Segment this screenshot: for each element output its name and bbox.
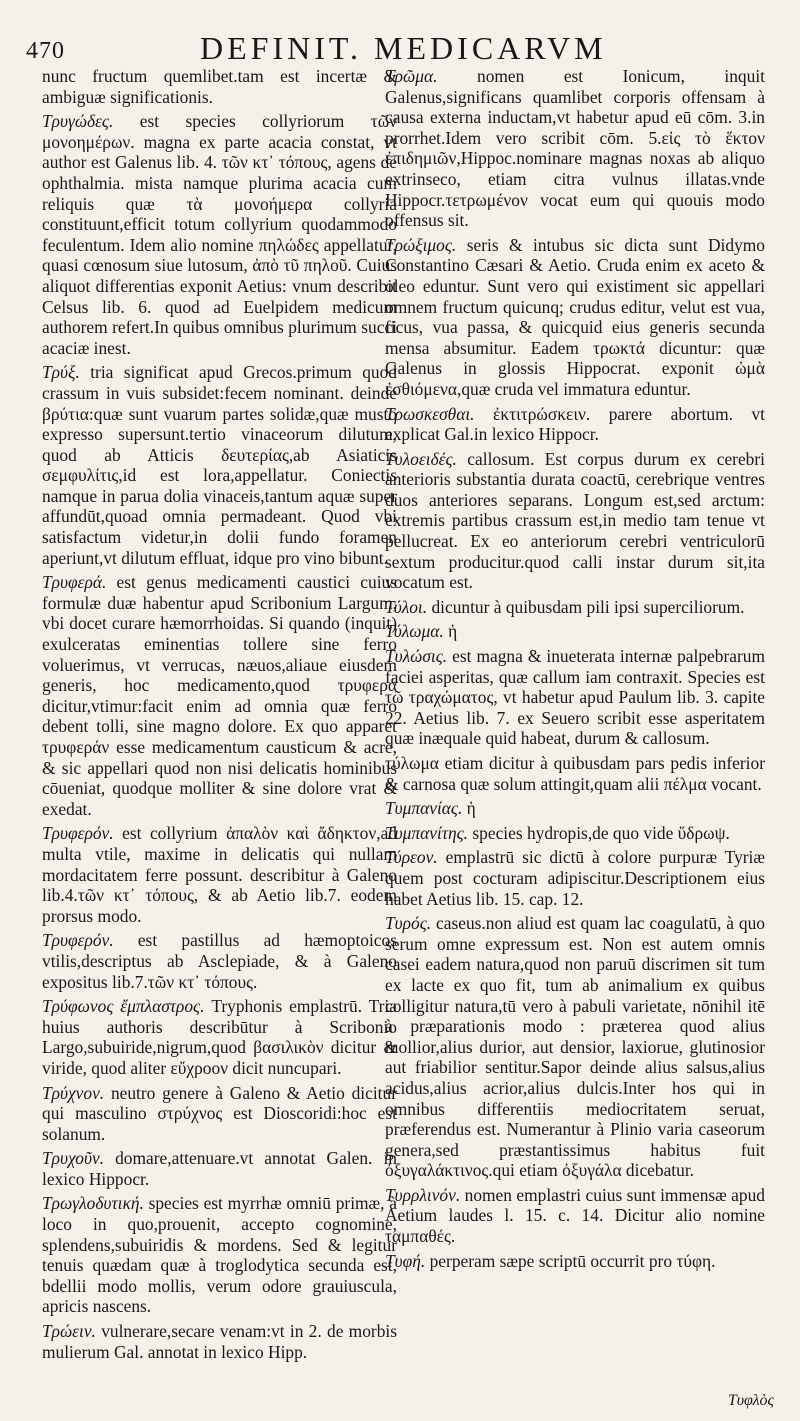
entry-text: Tryphonis emplastrū. Tria huius authoris describūtur à Scribonio Largo,subuiride,nigrum,quod βασιλικὸν dicitur & viride, quod aliter εὔχροον dicit nuncupari. — [42, 996, 397, 1078]
dictionary-entry — [42, 572, 397, 819]
dictionary-entry — [385, 847, 765, 909]
entry-lemma: Τρυφερόν. — [42, 823, 114, 844]
entry-lemma: Τρωγλοδυτική. — [42, 1193, 144, 1214]
entry-text: nunc fructum quemlibet.tam est incertæ & ambiguæ significationis. — [42, 66, 397, 107]
entry-text: dicuntur à quibusdam pili ipsi superciliorum. — [431, 596, 745, 617]
entry-lemma: Τυρός. — [385, 913, 432, 934]
entry-lemma: Τρύχνον. — [42, 1082, 105, 1103]
dictionary-entry — [42, 1321, 397, 1362]
entry-lemma: Τρυφερόν. — [42, 930, 114, 951]
entry-lemma: Τυμπανίας. — [385, 798, 463, 819]
dictionary-entry — [42, 66, 397, 107]
entry-lemma: Τρῶμα. — [385, 66, 438, 86]
entry-lemma: Τρυφερά. — [42, 572, 107, 593]
dictionary-entry — [385, 823, 765, 844]
page-number: 470 — [26, 38, 65, 64]
entry-text: ἡ — [448, 621, 458, 642]
dictionary-entry — [385, 913, 765, 1181]
entry-text: species est myrrhæ omniū primæ, à loco in quo,prouenit, accepto cognomine, splendens,subuiridis & mordens. Sed & legitur tenuis quædam quæ à troglodytica secunda est, bdellii modo mollis, verum odore grauiuscula, apricis nascens. — [42, 1193, 397, 1317]
entry-lemma: Τρύξ. — [42, 362, 80, 383]
dictionary-entry — [42, 1148, 397, 1189]
dictionary-entry — [385, 1251, 765, 1272]
entry-lemma: Τυρρλινόν. — [385, 1184, 461, 1205]
left-column — [42, 66, 397, 1366]
entry-lemma: Τύλωμα. — [385, 621, 444, 642]
entry-text: nomen est Ionicum, inquit Galenus,significans quamlibet corporis offensam à causa externa inductam,vt habetur apud eū cōm. 3.in prorrhet.Idem vero scribit cōm. 5.εἰς τὸ ἕκτον ἐπιδημιῶν,Hippoc.nominare magnas noxas ab aliquo extrinseco, etiam citra vulnus illatas.vnde Hippocr.τετρωμένον vocat eum qui quouis modo offensus sit. — [385, 66, 765, 231]
entry-text: caseus.non aliud est quam lac coagulatū, à quo serum omne expressum est. Non est autem omnis casei eadem natura,quod non paruū discrimen sit tum ex lacte ex quo fit, tum ab animalium ex quibus colligitur natura,tū vero à pabuli varietate, nōnihil itē à præparationis modo : præterea quod alius mollior,alius durior, aut densior, laxiorue, glutinosior aut friabilior sentitur.Sapor deinde alius salsus,alius acidus,alius acrior,alius dulcis.Inter hos qui in omnibus differentiis mediocritatem seruat, præferendus est. Numerantur à Plinio varia caseorum genera,sed præstantissimus habitus fuit ὀξυγαλάκτινος.qui etiam ὀξυγάλα dicebatur. — [385, 913, 765, 1181]
entry-text: ἐκτιτρώσκειν. parere abortum. vt explicat Gal.in lexico Hippocr. — [385, 403, 765, 445]
dictionary-entry — [385, 621, 765, 642]
dictionary-entry — [42, 930, 397, 992]
entry-lemma: Τύλοι. — [385, 596, 428, 617]
page-header — [0, 28, 800, 68]
entry-text: domare,attenuare.vt annotat Galen. in lexico Hippocr. — [42, 1148, 397, 1189]
dictionary-entry — [385, 597, 765, 618]
dictionary-entry — [385, 404, 765, 445]
entry-text: perperam sæpe scriptū occurrit pro τύφη. — [429, 1250, 716, 1271]
entry-lemma: Τρώξιμος. — [385, 234, 457, 255]
catchword: Τυφλὸς — [727, 1392, 774, 1409]
entry-lemma: Τύρεον. — [385, 847, 438, 868]
dictionary-entry — [42, 362, 397, 568]
entry-text: emplastrū sic dictū à colore purpuræ Tyriæ quem post cocturam adipiscitur.Descriptionem eius habet Aetius lib. 15. cap. 12. — [385, 847, 765, 909]
dictionary-entry — [385, 66, 765, 231]
entry-text: tria significat apud Grecos.primum quod crassum in vuis subsidet:fecem nominant. deinde βρύτια:quæ sunt vuarum partes solidæ,quæ musto expresso supersunt.tertio vinaceorum dilutum, quod ab Atticis δευτερίας,ab Asiaticis σεμφυλίτις,id est lora,appellatur. Coniectis namque in parua dolia vinaceis,tantum aquæ super affundūt,quoad omnia permadeant. Quod vbi satisfactum videtur,in dolii fundo foramen aperiunt,vt dilutum effluat, idque pro vino bibunt. — [42, 362, 397, 568]
dictionary-entry — [385, 1185, 765, 1247]
entry-lemma: Τυλοειδές. — [385, 448, 457, 469]
entry-lemma: Τυλώσις. — [385, 646, 448, 667]
dictionary-entry — [42, 1083, 397, 1145]
entry-text: vulnerare,secare venam:vt in 2. de morbis mulierum Gal. annotat in lexico Hipp. — [42, 1321, 397, 1362]
entry-text: τύλωμα etiam dicitur à quibusdam pars pedis inferior & carnosa quæ solum attingit,quam alii πέλμα vocant. — [385, 753, 765, 794]
entry-lemma: Τρώειν. — [42, 1321, 96, 1342]
entry-text: ἡ — [466, 798, 476, 819]
entry-lemma: Τρυχοῦν. — [42, 1148, 105, 1169]
entry-text: callosum. Est corpus durum ex cerebri anterioris substantia durata coactū, cerebrique ventres duos anteriores separans. Longum est,sed arctum: extremis partibus crassum est,in medio tam tenue vt pellucreat. Ex eo anteriorum cerebri ventriculorū sextum producitur.quod calli instar durum sit,ita vocatum est. — [385, 448, 765, 593]
dictionary-entry — [385, 235, 765, 400]
dictionary-entry — [385, 753, 765, 794]
dictionary-entry — [42, 1193, 397, 1317]
right-column — [385, 66, 765, 1275]
entry-lemma: Τρυγώδες. — [42, 111, 114, 132]
entry-text: neutro genere à Galeno & Aetio dicitur qui masculino στρύχνος est Dioscoridi:hoc est solanum. — [42, 1082, 397, 1144]
running-title: DEFINIT. MEDICARVM — [200, 30, 607, 66]
entry-lemma: Τυφή. — [385, 1250, 426, 1271]
entry-text: nomen emplastri cuius sunt immensæ apud Aetium laudes l. 15. c. 14. Dicitur alio nomine ταμπαθές. — [385, 1184, 765, 1247]
dictionary-entry — [42, 823, 397, 926]
entry-lemma: Τυμπανίτης. — [385, 822, 469, 843]
dictionary-entry — [385, 798, 765, 819]
dictionary-entry — [385, 449, 765, 593]
entry-text: seris & intubus sic dicta sunt Didymo Constantino Cæsari & Aetio. Cruda enim ex aceto & oleo eduntur. Sunt vero qui existiment sic appellari omnem fructum quicunq; crudus editur, velut est vua, ficus, vua passa, & quicquid eius generis secunda mensa absumitur. Eadem τρωκτά dicuntur: quæ Galenus in glossis Hippocrat. exponit ὠμὰ ἐσθιόμενα,quæ cruda vel immatura eduntur. — [385, 234, 765, 399]
entry-text: est genus medicamenti caustici cuius formulæ duæ habentur apud Scribonium Largum, vbi docet curare hæmorrhoidas. Si quando (inquit) exulceratas eminentias tollere sine ferro voluerimus, vt verrucas, næuos,aliaue eiusdem generis, hoc medicamento,quod τρυφερά dicitur,vtimur:facit enim ad omnia quæ ferro debent tolli, sine magno dolore. Ex quo apparet τρυφεράν esse medicamentum causticum & acre, & sic appellari quod non nisi delicatis hominibus cōueniat, quodque molliter & sine dolore vrat & exedat. — [42, 572, 397, 819]
entry-text: est collyrium ἀπαλὸν καὶ ἄδηκτον,ad multa vtile, maxime in delicatis qui nullam mordacitatem ferre possunt. describitur à Galeno lib.4.τῶν κτ᾽ τόπους, & ab Aetio lib.7. eodem prorsus modo. — [42, 823, 397, 926]
dictionary-entry — [42, 996, 397, 1078]
entry-text: est magna & inueterata internæ palpebrarum faciei asperitas, quæ callum iam contraxit. Species est τῶ τραχώματος, vt habetur apud Paulum lib. 3. capite 22. Aetius lib. 7. ex Seuero scribit esse asperitatem quæ inæquale quid habeat, durum & callosum. — [385, 646, 765, 749]
entry-text: est species collyriorum τῶν μονοημέρων. magna ex parte acacia constat, vt author est Galenus lib. 4. τῶν κτ᾽ τόπους, agens de ophthalmia. mista namque plurima acacia cum reliquis quæ τὰ μονοήμερα collyria constituunt,efficit totum collyrium quodammodo feculentum. Idem alio nomine πηλώδες appellatur, quasi cœnosum siue lutosum, ἀπὸ τῦ πηλοῦ. Cuius aliquot differentias exponit Aetius: vnum describit Celsus lib. 6. quod ad Euelpidem medicum authorem refert.In quibus omnibus plurimum succi acaciæ inest. — [42, 111, 397, 358]
entry-text: species hydropis,de quo vide ὕδρωψ. — [472, 822, 730, 843]
dictionary-entry — [42, 111, 397, 358]
dictionary-entry — [385, 646, 765, 749]
entry-lemma: Τρωσκεσθαι. — [385, 403, 475, 424]
entry-lemma: Τρύφωνος ἔμπλαστρος. — [42, 996, 205, 1017]
entry-text: est pastillus ad hæmoptoicos vtilis,descriptus ab Asclepiade, & à Galeno expositus lib.7.τῶν κτ᾽ τόπους. — [42, 930, 397, 992]
